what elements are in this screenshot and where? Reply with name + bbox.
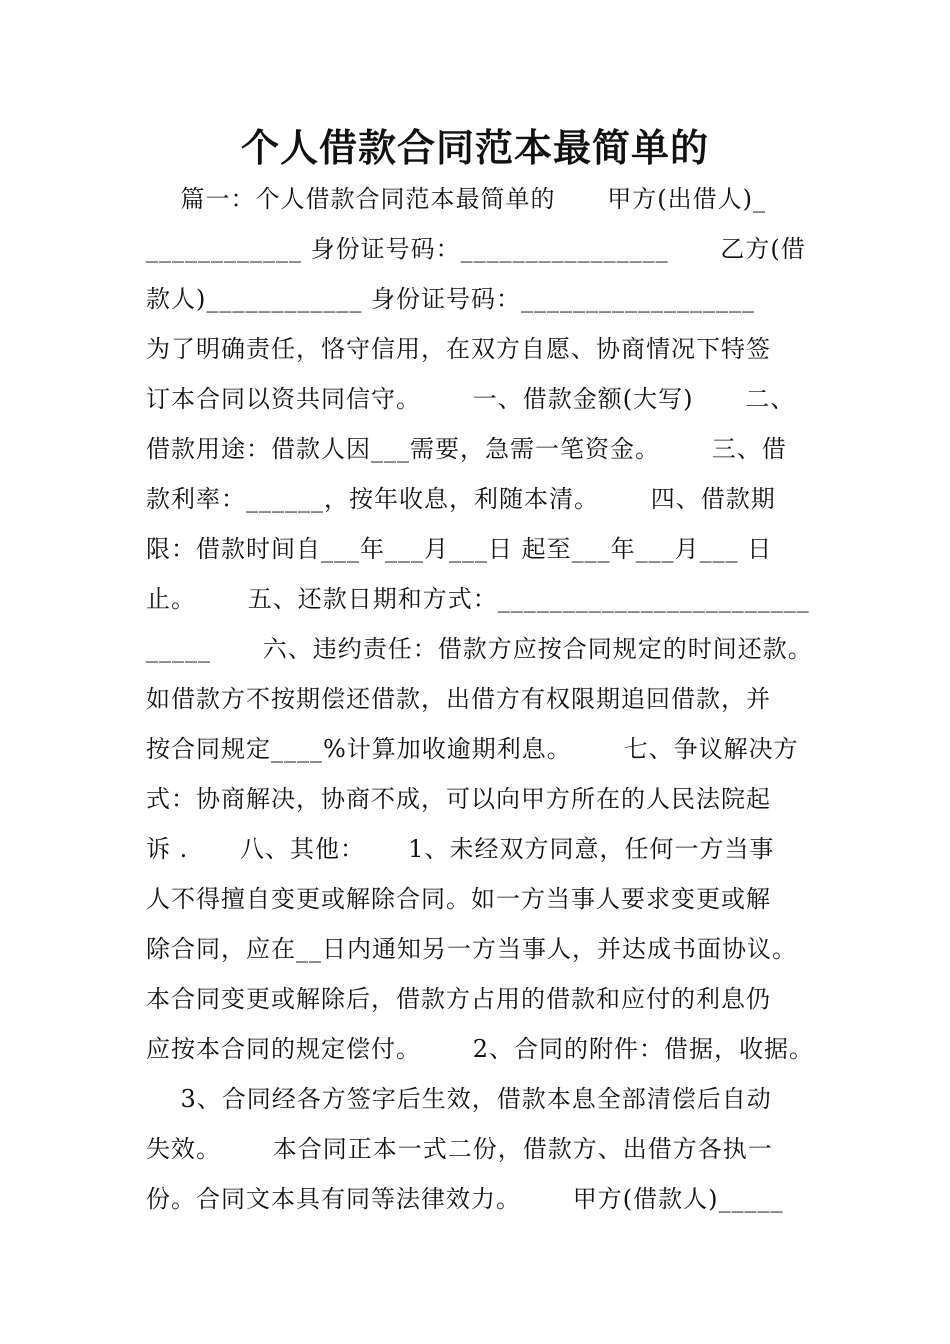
body-line: 止。 五、还款日期和方式：________________________ [146, 585, 810, 613]
body-line: 份。合同文本具有同等法律效力。 甲方(借款人)_____ [146, 1185, 784, 1213]
body-line: 款人)____________ 身份证号码：__________________ [146, 285, 755, 313]
body-line: ____________ 身份证号码：________________ 乙方(借 [146, 235, 806, 263]
body-line: 式：协商解决，协商不成，可以向甲方所在的人民法院起 [146, 785, 771, 813]
body-line: 本合同变更或解除后，借款方占用的借款和应付的利息仍 [146, 985, 771, 1013]
body-line: 除合同，应在__日内通知另一方当事人，并达成书面协议。 [146, 935, 797, 963]
body-line: 3、合同经各方签字后生效，借款本息全部清偿后自动 [146, 1085, 772, 1113]
body-line: 应按本合同的规定偿付。 2、合同的附件：借据，收据。 [146, 1035, 815, 1063]
body-line: 按合同规定____%计算加收逾期利息。 七、争议解决方 [146, 735, 799, 763]
body-line: 篇一：个人借款合同范本最简单的 甲方(出借人)_ [146, 185, 767, 213]
contract-body [146, 174, 826, 1224]
body-line: 订本合同以资共同信守。 一、借款金额(大写) 二、 [146, 385, 796, 413]
body-line: 诉 . 八、其他： 1、未经双方同意，任何一方当事 [146, 835, 775, 863]
body-line: 如借款方不按期偿还借款，出借方有权限期追回借款，并 [146, 685, 771, 713]
body-line: 为了明确责任，恪守信用，在双方自愿、协商情况下特签 [146, 335, 771, 363]
body-line: 借款用途：借款人因___需要，急需一笔资金。 三、借 [146, 435, 787, 463]
body-line: 失效。 本合同正本一式二份，借款方、出借方各执一 [146, 1135, 773, 1163]
body-line: 限：借款时间自___年___月___日 起至___年___月___ 日 [146, 535, 773, 563]
body-line: 人不得擅自变更或解除合同。如一方当事人要求变更或解 [146, 885, 771, 913]
document-title: 个人借款合同范本最简单的 [240, 126, 709, 170]
body-line: 款利率：______，按年收息，利随本清。 四、借款期 [146, 485, 776, 513]
body-line: _____ 六、违约责任：借款方应按合同规定的时间还款。 [146, 635, 813, 663]
